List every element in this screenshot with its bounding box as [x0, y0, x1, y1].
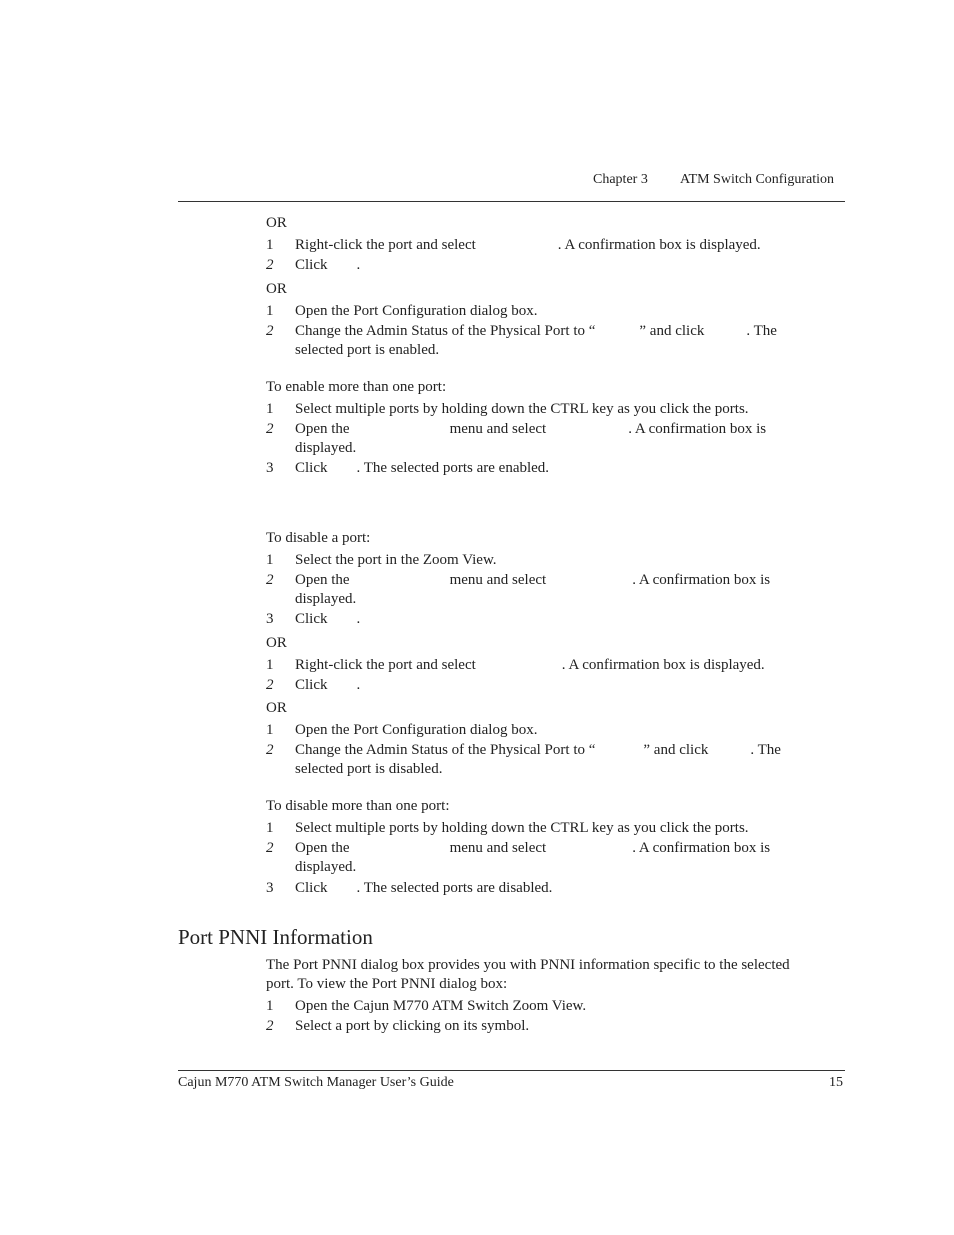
step-text: Change the Admin Status of the Physical Port to “ ” and click . The [295, 742, 781, 758]
step-text: Select multiple ports by holding down the CTRL key as you click the ports. [295, 401, 749, 417]
step-number: 1 [266, 552, 274, 568]
step-number: 3 [266, 880, 274, 896]
step-number: 2 [266, 421, 274, 437]
procedure-intro: To disable more than one port: [266, 798, 450, 814]
procedure-intro: To disable a port: [266, 530, 371, 546]
step-text: Open the menu and select . A confirmation box is [295, 421, 767, 437]
or-label: OR [266, 281, 287, 297]
header-chapter: Chapter 3 [593, 172, 648, 187]
footer-rule [178, 1070, 845, 1071]
step-number: 1 [266, 401, 274, 417]
footer-book-title: Cajun M770 ATM Switch Manager User’s Guide [178, 1075, 454, 1090]
step-text: Click . The selected ports are disabled. [295, 880, 553, 896]
step-number: 2 [266, 572, 274, 588]
step-text-continued: displayed. [295, 859, 357, 875]
step-text: Change the Admin Status of the Physical Port to “ ” and click . The [295, 323, 777, 339]
step-number: 2 [266, 677, 274, 693]
step-text: Select the port in the Zoom View. [295, 552, 497, 568]
or-label: OR [266, 215, 287, 231]
or-label: OR [266, 635, 287, 651]
step-number: 1 [266, 657, 274, 673]
step-number: 3 [266, 611, 274, 627]
step-number: 2 [266, 1018, 274, 1034]
step-number: 1 [266, 820, 274, 836]
step-number: 2 [266, 257, 274, 273]
section-heading: Port PNNI Information [178, 925, 373, 949]
or-label: OR [266, 700, 287, 716]
step-text-continued: selected port is disabled. [295, 761, 443, 777]
step-text: Open the menu and select . A confirmation box is [295, 572, 771, 588]
step-text: Select a port by clicking on its symbol. [295, 1018, 530, 1034]
step-text: Open the Port Configuration dialog box. [295, 303, 538, 319]
body-paragraph: The Port PNNI dialog box provides you with PNNI information specific to the selected [266, 957, 790, 973]
step-number: 1 [266, 998, 274, 1014]
header-rule [178, 201, 845, 202]
step-text: Click . The selected ports are enabled. [295, 460, 550, 476]
step-number: 2 [266, 323, 274, 339]
step-number: 1 [266, 303, 274, 319]
step-text: Select multiple ports by holding down the CTRL key as you click the ports. [295, 820, 749, 836]
step-text-continued: displayed. [295, 440, 357, 456]
body-paragraph-continued: port. To view the Port PNNI dialog box: [266, 976, 508, 992]
step-number: 1 [266, 722, 274, 738]
step-text: Open the Cajun M770 ATM Switch Zoom View. [295, 998, 587, 1014]
header-title: ATM Switch Configuration [680, 172, 834, 187]
step-text: Click . [295, 677, 361, 693]
step-text: Open the Port Configuration dialog box. [295, 722, 538, 738]
step-number: 1 [266, 237, 274, 253]
procedure-intro: To enable more than one port: [266, 379, 447, 395]
step-number: 2 [266, 742, 274, 758]
step-text-continued: displayed. [295, 591, 357, 607]
page-number: 15 [829, 1075, 843, 1090]
step-number: 3 [266, 460, 274, 476]
step-text: Right-click the port and select . A confirmation box is displayed. [295, 657, 765, 673]
step-text: Right-click the port and select . A confirmation box is displayed. [295, 237, 761, 253]
step-text: Click . [295, 611, 361, 627]
step-number: 2 [266, 840, 274, 856]
step-text: Click . [295, 257, 361, 273]
step-text: Open the menu and select . A confirmation box is [295, 840, 771, 856]
step-text-continued: selected port is enabled. [295, 342, 440, 358]
